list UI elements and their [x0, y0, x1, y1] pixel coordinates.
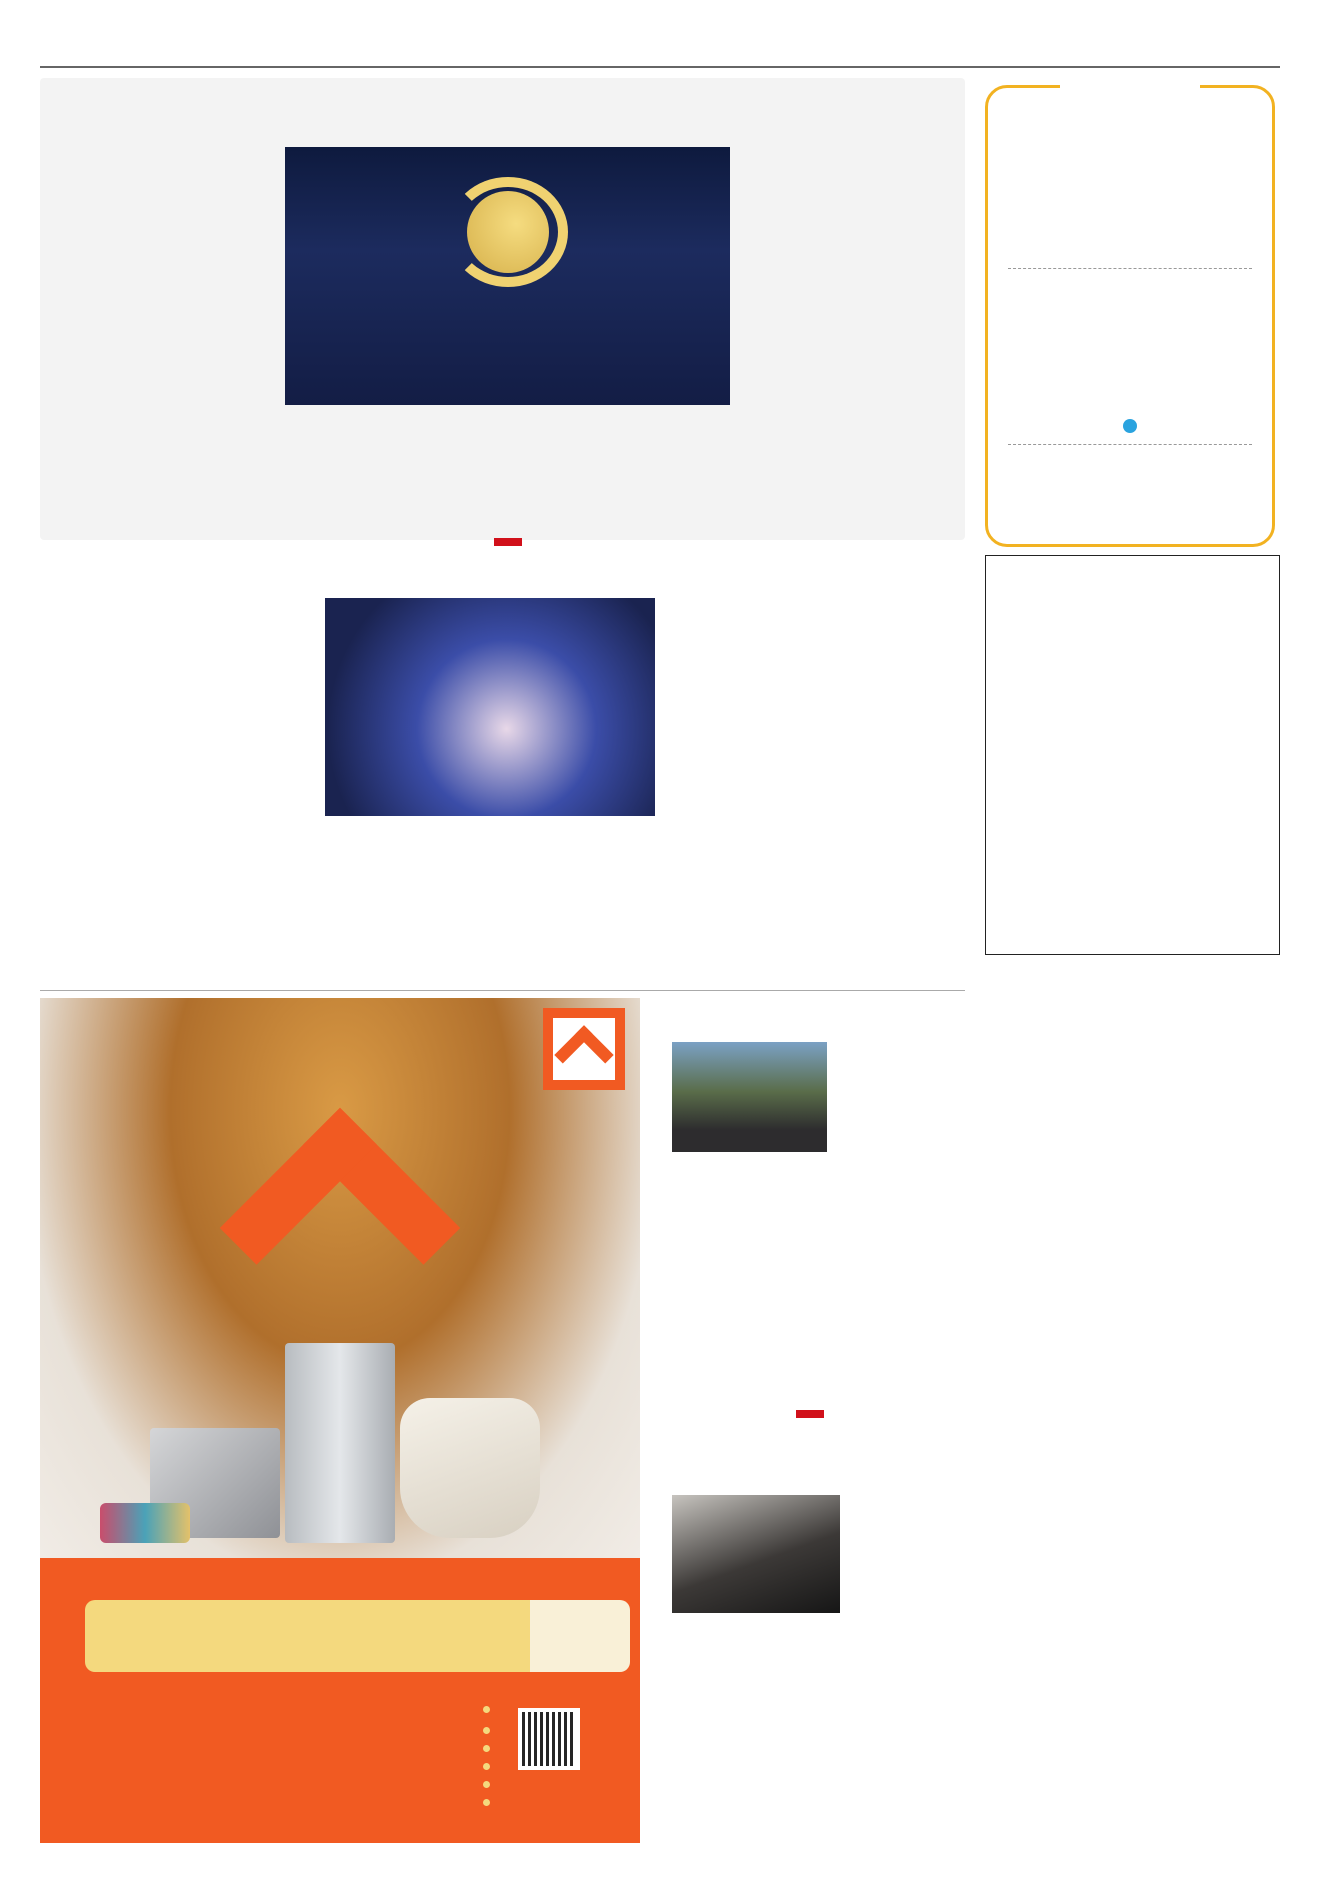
- telegram-link[interactable]: [988, 418, 1272, 433]
- article-column: [45, 142, 277, 532]
- prize-item: [475, 1779, 490, 1790]
- prize-item: [475, 1701, 490, 1717]
- telegram-icon: [1123, 419, 1137, 433]
- prize-item: [475, 1743, 490, 1754]
- prize-item: [475, 1797, 490, 1808]
- newspaper-logo: [1060, 72, 1200, 128]
- article-column: [655, 1620, 965, 1845]
- header-divider: [40, 66, 1280, 68]
- qr-code-icon[interactable]: [518, 1708, 580, 1770]
- bank-logo-icon: [543, 1008, 625, 1090]
- bank-maskan-advertisement[interactable]: [40, 998, 640, 1843]
- guitar-concert-photo: [325, 598, 655, 816]
- article-lead: [835, 1040, 965, 1155]
- article-column: [508, 412, 730, 532]
- article-notary: [985, 555, 1280, 955]
- issue-header: [40, 36, 1280, 66]
- conditions-box: [85, 1600, 530, 1672]
- article-column: [665, 640, 965, 980]
- section-divider: [494, 538, 522, 546]
- divider: [40, 990, 965, 991]
- article-lead: [848, 1495, 966, 1613]
- masthead-box: [985, 85, 1275, 547]
- refrigerator-image: [285, 1343, 395, 1543]
- article-column: [325, 822, 655, 980]
- family-visit-photo: [672, 1495, 840, 1613]
- satra-logo-image: [285, 147, 730, 405]
- handicraft-image: [100, 1503, 190, 1543]
- scooter-image: [400, 1398, 540, 1538]
- section-divider: [796, 1410, 824, 1418]
- article-column: [45, 598, 317, 980]
- prize-item: [475, 1725, 490, 1736]
- article-column: [655, 1158, 965, 1398]
- ceremony-photo: [672, 1042, 827, 1152]
- article-column: [285, 412, 500, 532]
- globe-icon: [467, 191, 549, 273]
- article-column: [735, 232, 960, 532]
- conditions-label: [530, 1600, 630, 1672]
- prize-item: [475, 1761, 490, 1772]
